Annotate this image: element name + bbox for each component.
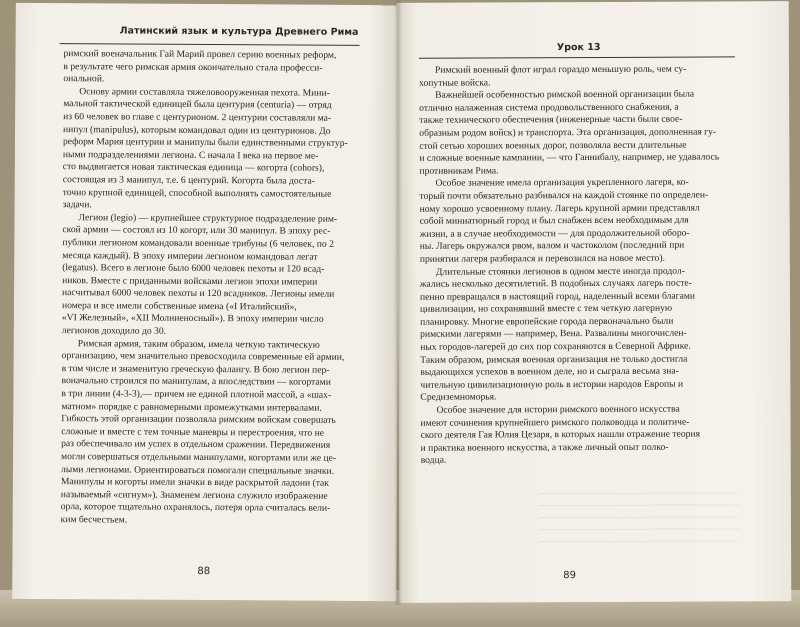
- book-spine: [394, 0, 402, 605]
- text-line: в три линии (4-3-3),— причем не единой плотной массой, а «шах-: [61, 388, 332, 401]
- text-line: ональной.: [63, 73, 105, 85]
- text-line: выдающихся успехов в военном деле, но и сыграла весьма зна-: [420, 365, 679, 379]
- text-line: ному хорошо усвоенному плану. Лагерь крупной армии представлял: [419, 202, 700, 215]
- text-line: орла, которое тщательно охранялось, потеря орла считалась вели-: [60, 501, 331, 515]
- text-line: ской армии — состоял из 10 когорт, или 30 манипул. В эпоху рес-: [62, 224, 331, 238]
- text-line: пенно превращался в настоящий город, наделенный всеми благами: [419, 290, 696, 303]
- text-line: ников. Вместе с приданными войсками легион эпохи империи: [62, 274, 318, 288]
- page-number: 88: [197, 565, 211, 578]
- text-line: торый почти обязательно разбивался на каждой стоянке по определен-: [419, 189, 709, 202]
- text-line: Римский военный флот играл гораздо меньшую роль, чем су-: [434, 63, 687, 76]
- text-line: планировку. Многие европейские города первоначально были: [420, 315, 674, 328]
- text-line: реформ Мария центурии и манипулы были единственными структур-: [62, 136, 348, 150]
- text-line: и практика военного искусства, а также личный опыт полко-: [420, 441, 669, 454]
- text-line: из 60 человек во главе с центурионом. 2 центурии составляли ма-: [63, 111, 332, 124]
- text-line: Таким образом, римская военная организация не только достигла: [420, 353, 688, 366]
- text-line: жизни, а в случае необходимости — для продолжительной оборо-: [419, 227, 690, 240]
- text-line: Особое значение имела организация укрепленного лагеря, ко-: [435, 176, 689, 190]
- text-line: хопутные войска.: [419, 77, 491, 89]
- text-line: противникам Рима.: [419, 165, 499, 177]
- text-line: насчитывал 6000 человек пехоты и 120 всадников. Легионы имели: [62, 287, 335, 301]
- running-head: Урок 13: [556, 41, 601, 54]
- text-line: цивилизации, но сохранявший вместе с тем четкую лагерную: [420, 302, 673, 316]
- text-line: принятии лагеря разбирался и перевозился на новое место).: [419, 252, 665, 265]
- text-line: задачи.: [62, 199, 92, 211]
- text-line: матном» порядке с равномерными промежутками интервалами.: [61, 400, 322, 414]
- text-line: Особое значение для истории римского военного искусства: [436, 403, 680, 416]
- text-line: сто выдвигается новая тактическая единица — когорта (cohors),: [62, 161, 325, 175]
- text-line: состоящая из 3 манипул, т.е. 6 центурий. Когорта была доста-: [62, 174, 315, 187]
- text-line: и сложные военные кампании, — что Ганнибалу, например, не удавалось: [419, 151, 720, 164]
- text-line: нипул (manipulus), которым командовал один из центурионов. До: [63, 123, 331, 137]
- header-rule: [419, 56, 735, 58]
- text-line: также технического обеспечения (инженерные части были свое-: [419, 113, 683, 127]
- text-line: Средиземноморья.: [420, 391, 497, 404]
- text-line: месяца каждый). В эпоху империи легионом командовал легат: [62, 249, 318, 263]
- text-line: имеют сочинения крупнейшего римского полководца и политиче-: [420, 416, 690, 429]
- left-page: [12, 3, 400, 601]
- text-line: сложные и вместе с тем точные маневры и перестроения, что не: [61, 425, 325, 439]
- header-rule: [60, 43, 360, 46]
- text-line: ных городов-лагерей до сих пор сохраняются в Северной Африке.: [420, 340, 691, 353]
- text-line: Манипулы и когорты имели значки в виде раскрытой ладони (так: [60, 476, 329, 489]
- text-line: могли совершаться отдельными манипулами, когортами или же це-: [61, 451, 337, 464]
- body-text: [419, 63, 739, 467]
- text-line: Легион (legio) — крупнейшее структурное подразделение рим-: [78, 211, 338, 225]
- text-line: водца.: [420, 455, 447, 467]
- text-line: стой сетью хороших военных дорог, позволяла вести длительные: [419, 139, 687, 152]
- text-line: воначально строился по манипулам, а впоследствии — когортами: [61, 375, 331, 389]
- text-line: ны. Лагерь окружался рвом, валом и частоколом (последний при: [419, 239, 685, 253]
- text-line: называемый «сигнум»). Знаменем легиона служило изображение: [60, 488, 328, 502]
- text-line: раз обеспечивало им успех в отдельном сражении. Передвижения: [61, 438, 331, 452]
- text-line: лыми легионами. Ориентироваться помогали специальные значки.: [60, 463, 335, 477]
- text-line: римскими лагерями — например, Вена. Развалины многочислен-: [420, 328, 687, 341]
- text-line: в результате чего римская армия окончательно стала професси-: [63, 60, 323, 74]
- text-line: жались несколько десятилетий. В подобных случаях лагерь посте-: [419, 277, 692, 290]
- body-text: [61, 48, 360, 528]
- text-line: ского деятеля Гая Юлия Цезаря, в которых нашли отражение теория: [420, 428, 701, 441]
- text-line: публики легионом командовали военные трибуны (6 человек, по 2: [62, 237, 334, 250]
- text-line: Длительные стоянки легионов в одном месте иногда продол-: [435, 265, 685, 278]
- text-line: собой миниатюрный город и был снабжен всем необходимым для: [419, 214, 689, 227]
- text-line: ными подразделениями легиона. С начала I века на первое ме-: [62, 148, 319, 162]
- text-line: (legatus). Всего в легионе было 6000 человек пехоты и 120 всад-: [62, 262, 325, 275]
- text-line: римский военачальник Гай Марий провел серию военных реформ,: [63, 48, 337, 61]
- text-line: ким бесчестьем.: [60, 514, 128, 526]
- text-line: Римская армия, таким образом, имела четкую тактическую: [77, 337, 320, 351]
- text-line: номера и все имели собственные имена («I Италийский»,: [61, 299, 297, 313]
- text-line: образным родом войск) и транспорта. Эта организация, дополненная гу-: [419, 126, 717, 139]
- text-line: точно крупной единицей, способной выполнять самостоятельные: [62, 186, 332, 200]
- text-line: мальной тактической единицей была центурия (centuria) — отряд: [63, 98, 332, 112]
- text-line: чительную цивилизационную роль в истории народов Европы и: [420, 378, 684, 391]
- page-number: 89: [563, 570, 576, 582]
- text-line: Гибкость этой организации позволяла римским войскам совершать: [61, 413, 336, 427]
- text-line: организацию, чем значительно превосходила современные ей армии,: [61, 350, 345, 364]
- right-page: [397, 1, 792, 603]
- text-line: легионов доходило до 30.: [61, 325, 167, 337]
- text-line: «VI Железный», «XII Молниеносный»). В эпоху империи число: [61, 312, 324, 326]
- text-line: Важнейшей особенностью римской военной организации была: [435, 88, 695, 101]
- running-head: Латинский язык и культура Древнего Рима: [119, 25, 359, 38]
- text-line: отлично налаженная система продовольственного снабжения, а: [419, 101, 679, 114]
- text-line: в том числе и знаменитую греческую фалангу. В бою легион пер-: [61, 362, 330, 376]
- show-through-text: [539, 481, 739, 542]
- text-line: Основу армии составляла тяжеловооруженная пехота. Мини-: [79, 86, 330, 99]
